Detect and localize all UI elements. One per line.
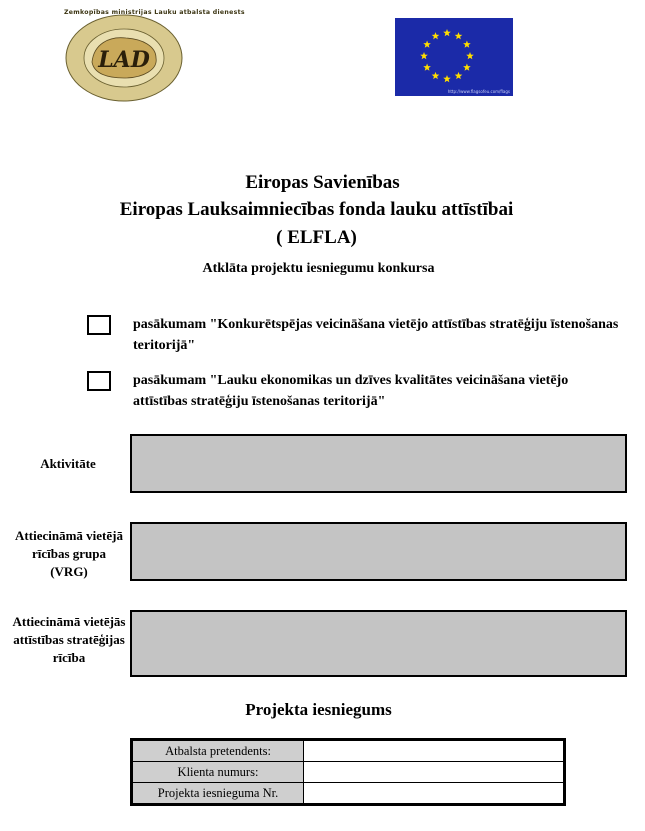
lad-logo (64, 9, 245, 102)
table-row (132, 740, 565, 762)
title-line-1: Eiropas Savienības (245, 172, 400, 193)
eu-star-icon (443, 29, 451, 36)
submission-number-input[interactable] (304, 783, 565, 805)
eu-star-icon (423, 41, 431, 48)
lad-initials: LAD (98, 47, 150, 73)
activity-label: Aktivitāte (40, 456, 96, 471)
eu-star-icon (463, 64, 471, 71)
vrg-label: Attiecināmā vietējā rīcības grupa (VRG) (15, 528, 123, 579)
subtitle: Atklāta projektu iesniegumu konkursa (202, 261, 435, 276)
measure-1-checkbox[interactable] (87, 315, 111, 335)
submission-number-label: Projekta iesnieguma Nr. (132, 783, 304, 805)
eu-star-icon (455, 72, 463, 79)
project-heading: Projekta iesniegums (245, 700, 392, 719)
eu-star-icon (466, 52, 474, 59)
eu-star-icon (432, 32, 440, 39)
eu-star-icon (432, 72, 440, 79)
table-row (132, 783, 565, 805)
strategy-action-label: Attiecināmā vietējās attīstības stratēģijas rīcība (12, 614, 126, 665)
eu-flag-credit: http://www.flagsofeu.com/flags (447, 89, 510, 94)
measure-1-label: pasākumam "Konkurētspējas veicināšana vietējo attīstības stratēģiju īstenošanas teritorijā" (133, 317, 619, 353)
title-line-3: ( ELFLA) (276, 227, 357, 248)
eu-star-icon (423, 64, 431, 71)
table-row (132, 762, 565, 783)
vrg-field[interactable] (130, 522, 627, 581)
measure-2-label: pasākumam "Lauku ekonomikas un dzīves kvalitātes veicināšana vietējo attīstības stratēģiju īstenošanas teritorijā" (133, 373, 569, 409)
eu-flag (395, 18, 513, 96)
eu-star-icon (420, 52, 428, 59)
strategy-action-field[interactable] (130, 610, 627, 677)
eu-star-icon (443, 75, 451, 82)
applicant-label: Atbalsta pretendents: (132, 740, 304, 762)
eu-stars-icon (395, 18, 513, 96)
client-number-label: Klienta numurs: (132, 762, 304, 783)
eu-star-icon (455, 32, 463, 39)
eu-star-icon (463, 41, 471, 48)
title-line-2: Eiropas Lauksaimniecības fonda lauku attīstībai (119, 199, 514, 220)
lad-ring-text: Zemkopības ministrijas Lauku atbalsta dienests (64, 9, 245, 16)
applicant-input[interactable] (304, 740, 565, 762)
activity-field[interactable] (130, 434, 627, 493)
client-number-input[interactable] (304, 762, 565, 783)
project-info-table (130, 738, 566, 806)
measure-2-checkbox[interactable] (87, 371, 111, 391)
